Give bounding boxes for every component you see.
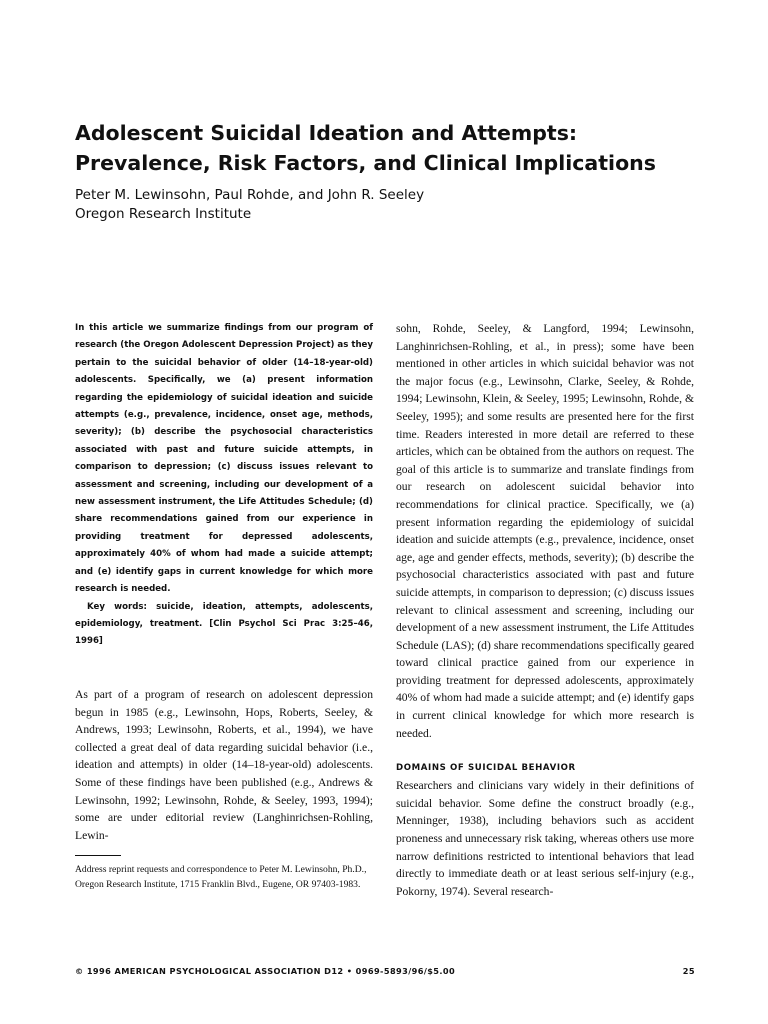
article-title: Adolescent Suicidal Ideation and Attempts: Prevalence, Risk Factors, and Clinical Implications	[75, 121, 656, 175]
footnote: Address reprint requests and correspondence to Peter M. Lewinsohn, Ph.D., Oregon Research Institute, 1715 Franklin Blvd., Eugene, OR 97403-1983.	[75, 864, 367, 891]
page-number: 25	[682, 966, 695, 976]
right-paragraph-2: Researchers and clinicians vary widely in their definitions of suicidal behavior. Some define the construct broadly (e.g., Menninger, 1938), including behaviors such as accident proneness and unnecessary risk taking, whereas others use more narrow definitions restricted to intentional behaviors that lead directly to immediate death or at least serious self-injury (e.g., Pokorny, 1974). Several research-	[396, 779, 694, 898]
abstract	[75, 320, 373, 651]
right-column	[396, 320, 694, 900]
abstract-body: In this article we summarize findings from our program of research (the Oregon Adolescent Depression Project) as they pertain to the suicidal behavior of older (14–18-year-old) adolescents. Specifically, we (a) present information regarding the epidemiology of suicidal ideation and suicide attempts (e.g., prevalence, incidence, onset age, methods, severity); (b) describe the psychosocial characteristics associated with past and future suicide attempts, in comparison to depression; (c) discuss issues relevant to assessment and screening, including our development of a new assessment instrument, the Life Attitudes Schedule; (d) share recommendations gained from our experience in providing treatment for depressed adolescents, approximately 40% of whom had made a suicide attempt; and (e) identify gaps in current knowledge for which more research is needed.	[75, 323, 373, 595]
author-block	[75, 186, 424, 224]
section-heading: DOMAINS OF SUICIDAL BEHAVIOR	[396, 763, 576, 774]
footer-copyright: © 1996 AMERICAN PSYCHOLOGICAL ASSOCIATION D12 • 0969-5893/96/$5.00	[75, 966, 456, 976]
author-affiliation: Oregon Research Institute	[75, 206, 252, 222]
right-paragraph-1: sohn, Rohde, Seeley, & Langford, 1994; Lewinsohn, Langhinrichsen-Rohling, et al., in press); some have been mentioned in other articles in which suicidal behavior was not the major focus (e.g., Lewinsohn, Clarke, Seeley, & Rohde, 1994; Lewinsohn, Klein, & Seeley, 1995; Lewinsohn, Rohde, & Seeley, 1995); and some results are presented here for the first time. Readers interested in more detail are referred to these articles, which can be obtained from the authors on request. The goal of this article is to summarize and translate findings from our research on adolescent suicidal behavior into recommendations for clinical practice. Specifically, we (a) present information regarding the epidemiology of suicidal ideation and suicide attempts (e.g., prevalence, incidence, onset age, age and gender effects, methods, severity); (b) describe the psychosocial characteristics associated with past and future suicide attempts, in comparison to depression; (c) discuss issues relevant to clinical assessment and screening, including our development of a new assessment instrument, the Life Attitudes Schedule (LAS); (d) share recommendations specifically geared toward clinical practice gained from our experience in providing treatment for depressed adolescents, approximately 40% of whom had made a suicide attempt; and (e) identify gaps in current clinical knowledge for which more research is needed.	[396, 322, 694, 740]
abstract-keywords: Key words: suicide, ideation, attempts, adolescents, epidemiology, treatment. [Clin Psychol Sci Prac 3:25–46, 1996]	[75, 601, 373, 647]
footnote-rule	[75, 855, 121, 856]
page-footer	[75, 966, 695, 976]
intro-paragraph: As part of a program of research on adolescent depression begun in 1985 (e.g., Lewinsohn, Hops, Roberts, Seeley, & Andrews, 1993; Lewinsohn, Roberts, et al., 1994), we have collected a great deal of data regarding suicidal behavior (i.e., ideation and attempts) in older (14–18-year-old) adolescents. Some of these findings have been published (e.g., Andrews & Lewinsohn, 1992; Lewinsohn, Rohde, & Seeley, 1993, 1994); some are under editorial review (Langhinrichsen-Rohling, Lewin-	[75, 688, 373, 842]
author-names: Peter M. Lewinsohn, Paul Rohde, and John R. Seeley	[75, 187, 425, 203]
